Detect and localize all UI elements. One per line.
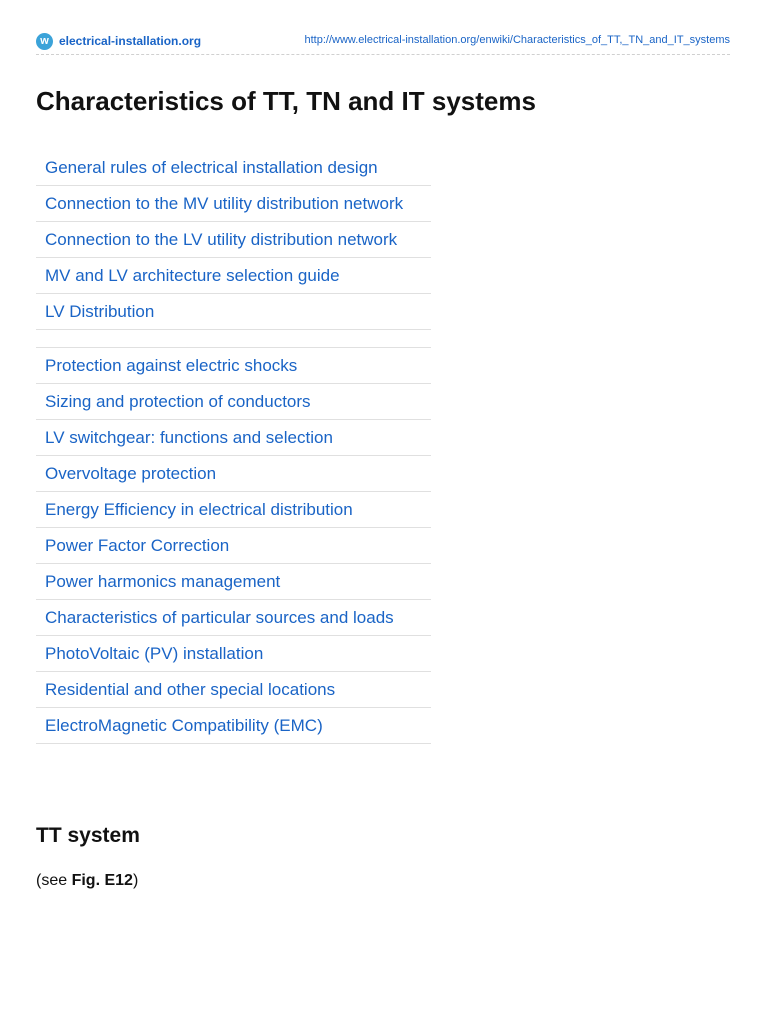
toc-item-overvoltage[interactable]: Overvoltage protection — [36, 456, 431, 492]
page-title: Characteristics of TT, TN and IT systems — [36, 86, 536, 116]
toc-item-architecture-guide[interactable]: MV and LV architecture selection guide — [36, 258, 431, 294]
toc-item-photovoltaic[interactable]: PhotoVoltaic (PV) installation — [36, 636, 431, 672]
toc-item-conductors[interactable]: Sizing and protection of conductors — [36, 384, 431, 420]
table-of-contents — [36, 150, 431, 744]
toc-item-lv-connection[interactable]: Connection to the LV utility distribution network — [36, 222, 431, 258]
toc-item-electric-shocks[interactable]: Protection against electric shocks — [36, 348, 431, 384]
toc-item-lv-switchgear[interactable]: LV switchgear: functions and selection — [36, 420, 431, 456]
toc-item-emc[interactable]: ElectroMagnetic Compatibility (EMC) — [36, 708, 431, 744]
toc-item-power-factor[interactable]: Power Factor Correction — [36, 528, 431, 564]
site-logo-icon[interactable]: w — [36, 33, 53, 50]
toc-item-lv-distribution[interactable]: LV Distribution — [36, 294, 431, 330]
toc-item-mv-connection[interactable]: Connection to the MV utility distribution network — [36, 186, 431, 222]
see-prefix: (see — [36, 872, 72, 889]
figure-reference — [36, 872, 138, 890]
toc-group-separator — [36, 330, 431, 348]
toc-item-power-harmonics[interactable]: Power harmonics management — [36, 564, 431, 600]
toc-item-general-rules[interactable]: General rules of electrical installation design — [36, 150, 431, 186]
toc-item-energy-efficiency[interactable]: Energy Efficiency in electrical distribution — [36, 492, 431, 528]
site-name-link[interactable]: electrical-installation.org — [59, 34, 202, 48]
site-header — [36, 30, 730, 55]
figure-ref-label: Fig. E12 — [71, 872, 133, 889]
see-suffix: ) — [132, 872, 139, 889]
toc-item-sources-loads[interactable]: Characteristics of particular sources and loads — [36, 600, 431, 636]
toc-item-residential[interactable]: Residential and other special locations — [36, 672, 431, 708]
page-url-link[interactable]: http://www.electrical-installation.org/enwiki/Characteristics_of_TT,_TN_and_IT_systems — [304, 34, 730, 46]
section-title-tt-system: TT system — [36, 824, 140, 847]
